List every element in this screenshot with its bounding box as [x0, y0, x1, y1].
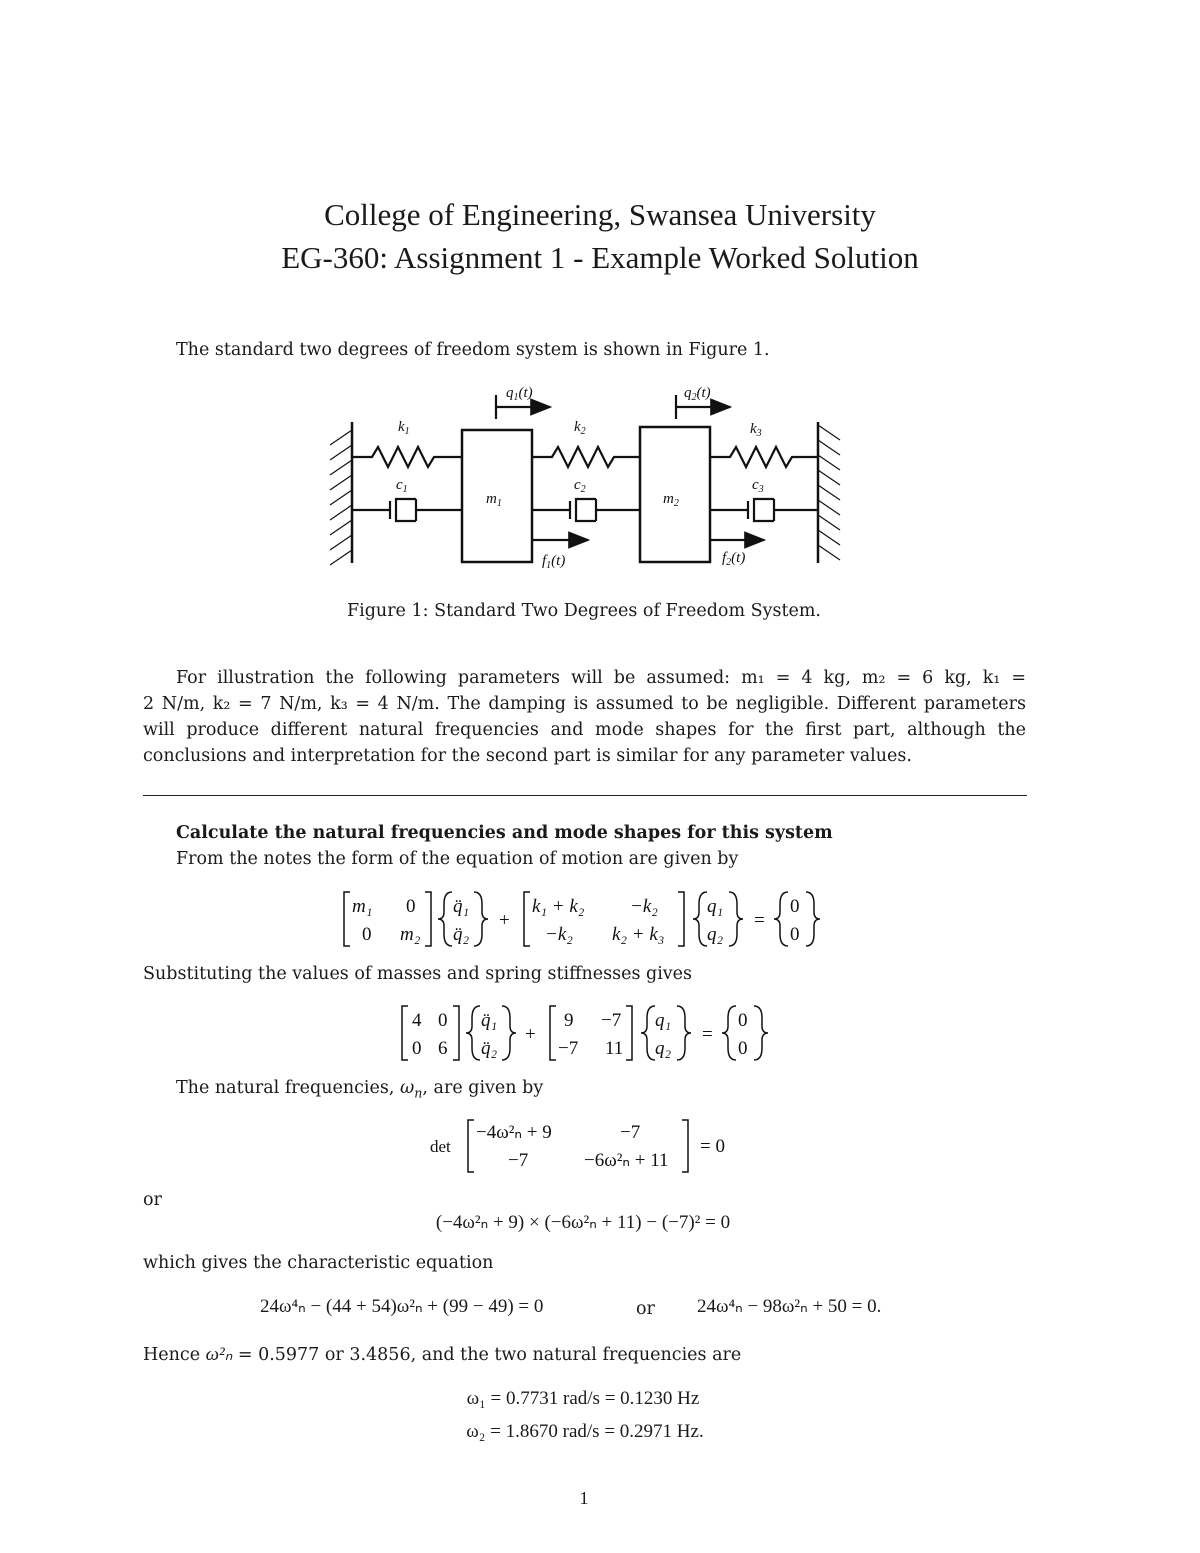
svg-text:−k₂: −k₂	[545, 924, 573, 945]
damper-c3	[710, 499, 818, 521]
label-f1: $f_1(t)$	[542, 553, 566, 571]
section-line-1: From the notes the form of the equation of motion are given by	[176, 849, 739, 869]
section-line-4: which gives the characteristic equation	[143, 1253, 494, 1273]
svg-text:0: 0	[790, 896, 800, 917]
svg-text:−7: −7	[620, 1122, 641, 1143]
svg-text:k₁ + k₂: k₁ + k₂	[532, 896, 585, 917]
svg-text:q̈₂: q̈₂	[453, 924, 470, 945]
svg-text:−7: −7	[558, 1038, 579, 1059]
left-wall	[330, 422, 352, 565]
label-c2: $c_2$	[574, 477, 586, 495]
svg-text:q₁: q₁	[707, 896, 724, 917]
section-line-3: The natural frequencies, $\omega_n$, are given by	[176, 1078, 544, 1101]
damper-c1	[352, 499, 462, 521]
svg-text:0: 0	[438, 1010, 448, 1031]
svg-text:q₂: q₂	[707, 924, 724, 945]
title-line-1: College of Engineering, Swansea University	[324, 197, 876, 232]
svg-text:q₁: q₁	[655, 1010, 672, 1031]
svg-text:0: 0	[790, 924, 800, 945]
svg-text:0: 0	[412, 1038, 422, 1059]
svg-text:0: 0	[738, 1038, 748, 1059]
svg-text:q₂: q₂	[655, 1038, 672, 1059]
characteristic-or: or	[636, 1299, 655, 1319]
horizontal-rule	[143, 795, 1027, 796]
characteristic-equation-1: 24ω⁴ₙ − (44 + 54)ω²ₙ + (99 − 49) = 0	[260, 1296, 544, 1317]
params-line-2: 2 N/m, k₂ = 7 N/m, k₃ = 4 N/m. The damping is assumed to be negligible. Different parameters	[143, 694, 1026, 714]
section-heading: Calculate the natural frequencies and mode shapes for this system	[176, 823, 833, 843]
svg-text:k₂ + k₃: k₂ + k₃	[612, 924, 665, 945]
equation-2	[398, 1002, 773, 1064]
params-line-3: will produce different natural frequencies and mode shapes for the first part, although the	[143, 720, 1026, 740]
spring-k3	[710, 447, 818, 467]
svg-text:m₁: m₁	[352, 896, 373, 917]
spring-k1	[352, 447, 462, 467]
right-wall	[818, 422, 840, 563]
determinant-equation	[428, 1116, 748, 1176]
svg-text:q̈₁: q̈₁	[481, 1010, 498, 1031]
label-q1: $q_1(t)$	[506, 385, 533, 403]
section-line-2: Substituting the values of masses and spring stiffnesses gives	[143, 964, 693, 984]
params-line-4: conclusions and interpretation for the second part is similar for any parameter values.	[143, 746, 912, 766]
omega-2-result: ω₂ = 1.8670 rad/s = 0.2971 Hz.	[466, 1421, 704, 1442]
svg-text:=: =	[754, 910, 765, 931]
svg-text:0: 0	[362, 924, 372, 945]
expanded-equation: (−4ω²ₙ + 9) × (−6ω²ₙ + 11) − (−7)² = 0	[435, 1212, 731, 1233]
label-q2: $q_2(t)$	[684, 385, 711, 403]
equation-1	[340, 888, 830, 950]
label-k3: $k_3$	[750, 421, 762, 439]
svg-text:=: =	[702, 1024, 713, 1045]
svg-text:q̈₂: q̈₂	[481, 1038, 498, 1059]
svg-text:6: 6	[438, 1038, 448, 1059]
mass-1-block	[462, 430, 532, 562]
damper-c2	[532, 499, 640, 521]
intro-text: The standard two degrees of freedom system is shown in Figure 1.	[176, 340, 770, 360]
label-c3: $c_3$	[752, 477, 764, 495]
svg-text:q̈₁: q̈₁	[453, 896, 470, 917]
label-m1: $m_1$	[486, 491, 502, 509]
svg-text:det: det	[430, 1137, 451, 1156]
title-line-2: EG-360: Assignment 1 - Example Worked Solution	[281, 240, 919, 275]
label-f2: $f_2(t)$	[722, 550, 746, 568]
spring-k2	[532, 447, 640, 467]
svg-text:11: 11	[605, 1038, 624, 1059]
svg-text:0: 0	[738, 1010, 748, 1031]
hence-line: Hence ω²ₙ = 0.5977 or 3.4856, and the two natural frequencies are	[143, 1344, 742, 1365]
figure-caption: Figure 1: Standard Two Degrees of Freedom System.	[346, 601, 821, 621]
characteristic-equation-2: 24ω⁴ₙ − 98ω²ₙ + 50 = 0.	[697, 1296, 882, 1317]
label-c1: $c_1$	[396, 477, 408, 495]
svg-text:= 0: = 0	[700, 1136, 725, 1157]
svg-text:0: 0	[406, 896, 416, 917]
params-line-1: For illustration the following parameters will be assumed: m₁ = 4 kg, m₂ = 6 kg, k₁ =	[176, 668, 1026, 688]
svg-text:−4ω²ₙ + 9: −4ω²ₙ + 9	[476, 1122, 552, 1143]
label-k1: $k_1$	[398, 419, 410, 437]
omega-1-result: ω₁ = 0.7731 rad/s = 0.1230 Hz	[466, 1388, 700, 1409]
svg-text:+: +	[499, 910, 510, 931]
svg-text:−6ω²ₙ + 11: −6ω²ₙ + 11	[584, 1150, 669, 1171]
svg-text:−k₂: −k₂	[630, 896, 658, 917]
svg-text:−7: −7	[508, 1150, 529, 1171]
svg-text:+: +	[525, 1024, 536, 1045]
svg-text:4: 4	[412, 1010, 422, 1031]
label-k2: $k_2$	[574, 419, 586, 437]
svg-text:9: 9	[564, 1010, 574, 1031]
svg-text:−7: −7	[601, 1010, 622, 1031]
label-m2: $m_2$	[663, 491, 679, 509]
page-number: 1	[579, 1488, 589, 1508]
mass-2-block	[640, 427, 710, 562]
or-text-1: or	[143, 1190, 162, 1210]
svg-text:m₂: m₂	[400, 924, 421, 945]
two-dof-figure	[320, 375, 850, 575]
